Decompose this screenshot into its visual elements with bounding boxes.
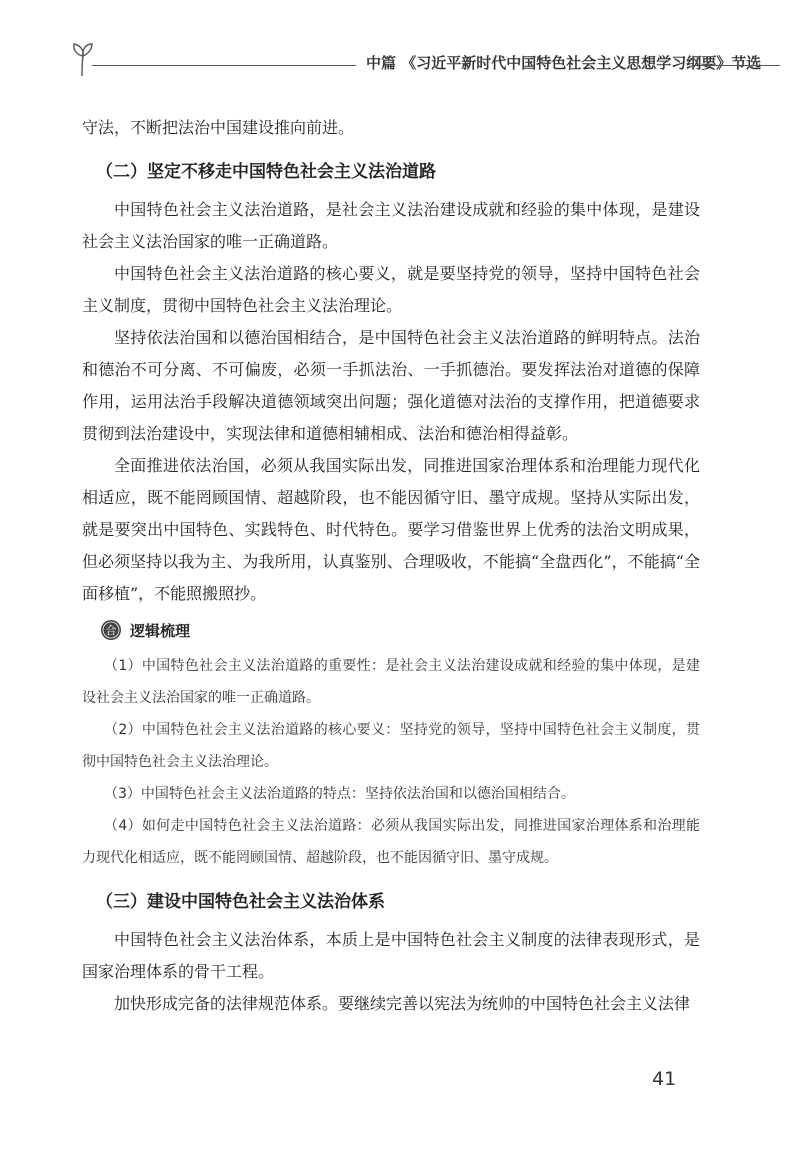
- header-rule-right: [692, 65, 780, 66]
- logic-badge-icon: [100, 619, 122, 641]
- section-3-paragraph: 中国特色社会主义法治体系，本质上是中国特色社会主义制度的法律表现形式，是国家治理体系的骨干工程。: [82, 930, 700, 981]
- logic-badge-glyph: 合: [105, 624, 117, 637]
- running-header: [70, 40, 780, 80]
- section-2-paragraph: 坚持依法治国和以德治国相结合，是中国特色社会主义法治道路的鲜明特点。法治和德治不可分离、不可偏废，必须一手抓法治、一手抓德治。要发挥法治对道德的保障作用，运用法治手段解决道德领域突出问题；强化道德对法治的支撑作用，把道德要求贯彻到法治建设中，实现法律和道德相辅相成、法治和德治相得益彰。: [82, 328, 700, 443]
- logic-summary-title: 逻辑梳理: [130, 621, 191, 640]
- logic-item: （3）中国特色社会主义法治道路的特点：坚持依法治国和以德治国相结合。: [104, 786, 575, 802]
- section-2-paragraph: 中国特色社会主义法治道路，是社会主义法治建设成就和经验的集中体现，是建设社会主义法治国家的唯一正确道路。: [82, 200, 700, 251]
- section-2-paragraph: 中国特色社会主义法治道路的核心要义，就是要坚持党的领导，坚持中国特色社会主义制度，贯彻中国特色社会主义法治理论。: [82, 264, 700, 315]
- logic-item: （1）中国特色社会主义法治道路的重要性：是社会主义法治建设成就和经验的集中体现，是建设社会主义法治国家的唯一正确道路。: [82, 658, 700, 706]
- page-number: 41: [652, 1068, 677, 1090]
- intro-paragraph: 守法，不断把法治中国建设推向前进。: [82, 118, 355, 137]
- section-2-paragraph: 全面推进依法治国，必须从我国实际出发，同推进国家治理体系和治理能力现代化相适应，既不能罔顾国情、超越阶段，也不能因循守旧、墨守成规。坚持从实际出发，就是要突出中国特色、实践特色、时代特色。要学习借鉴世界上优秀的法治文明成果，但必须坚持以我为主、为我所用，认真鉴别、合理吸收，不能搞“全盘西化”，不能搞“全面移植”，不能照搬照抄。: [82, 456, 700, 603]
- section-3-heading: （三）建设中国特色社会主义法治体系: [96, 892, 385, 912]
- logic-item: （4）如何走中国特色社会主义法治道路：必须从我国实际出发，同推进国家治理体系和治理能力现代化相适应，既不能罔顾国情、超越阶段，也不能因循守旧、墨守成规。: [82, 818, 700, 866]
- logic-summary-header: [100, 614, 700, 646]
- logic-item: （2）中国特色社会主义法治道路的核心要义：坚持党的领导，坚持中国特色社会主义制度，贯彻中国特色社会主义法治理论。: [82, 722, 700, 770]
- page-content: [82, 112, 700, 1020]
- header-rule-left: [92, 65, 356, 66]
- header-title: 中篇 《习近平新时代中国特色社会主义思想学习纲要》节选: [366, 54, 762, 72]
- sprout-icon: [70, 40, 104, 80]
- section-3-paragraph: 加快形成完备的法律规范体系。要继续完善以宪法为统帅的中国特色社会主义法律: [114, 994, 691, 1013]
- section-2-heading: （二）坚定不移走中国特色社会主义法治道路: [96, 162, 436, 182]
